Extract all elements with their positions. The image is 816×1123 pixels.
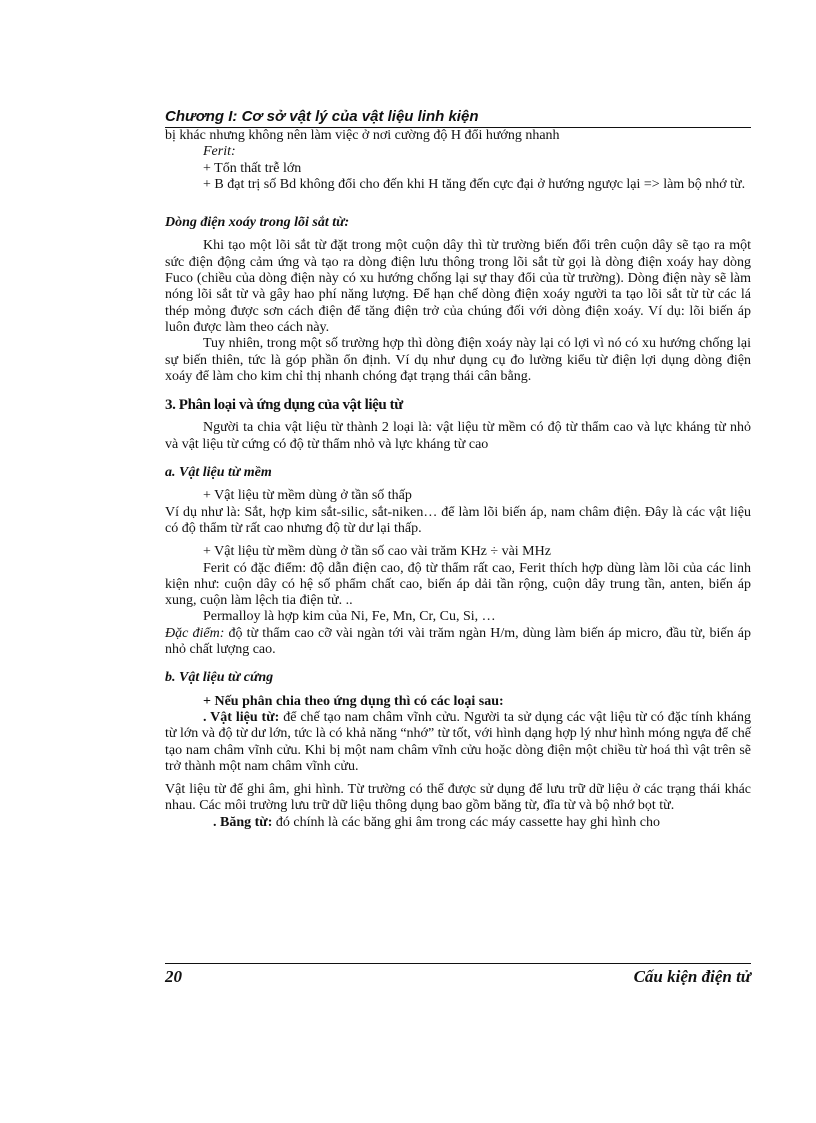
- soft-item-2: + Vật liệu từ mềm dùng ở tần số cao vài trăm KHz ÷ vài MHz: [203, 544, 551, 560]
- eddy-paragraph-1: Khi tạo một lõi sắt từ đặt trong một cuộn dây thì từ trường biến đổi trên cuộn dây sẽ tạo ra một sức điện động cảm ứng và tạo ra dòng điện lưu thông trong lõi sắt từ gọi là dòng điện xoáy hay dòng Fuco (chiều của dòng điện này có xu hướng chống lại sự thay đổi của từ trường). Dòng điện này sẽ làm nóng lõi sắt từ và gây hao phí năng lượng. Để hạn chế dòng điện xoáy người ta tạo lõi sắt từ từ các lá thép mỏng được sơn cách điện để tăng điện trở của chúng đối với dòng điện xoáy. Ví dụ: lõi biến áp luôn được làm theo cách này.: [165, 238, 751, 335]
- eddy-paragraph-2: Tuy nhiên, trong một số trường hợp thì dòng điện xoáy này lại có lợi vì nó có xu hướng chống lại sự biến thiên, tức là góp phần ổn định. Ví dụ như dụng cụ đo lường kiểu từ điện lợi dụng dòng điện xoáy để làm cho kim chỉ thị nhanh chóng đạt trạng thái cân bằng.: [165, 336, 751, 384]
- tape-text: đó chính là các băng ghi âm trong các máy cassette hay ghi hình cho: [272, 814, 660, 830]
- feature-paragraph: [165, 626, 751, 659]
- hard-item-1-text: để chế tạo nam châm vĩnh cửu. Người ta sử dụng các vật liệu từ có đặc tính kháng từ lớn và độ từ dư lớn, tức là có khả năng “nhớ” từ tốt, với hình dạng hợp lý như hình móng ngựa để chế tạo nam châm vĩnh cửu. Khi bị một nam châm vĩnh cửu hoặc dòng điện một chiều từ hoá thì vật trên sẽ trở thành một nam châm vĩnh cửu.: [165, 709, 752, 774]
- page-number: 20: [165, 967, 182, 986]
- paragraph: bị khác nhưng không nên làm việc ở nơi cường độ H đổi hướng nhanh: [165, 128, 560, 143]
- soft-magnetic-heading: a. Vật liệu từ mềm: [165, 465, 272, 481]
- hard-classify: + Nếu phân chia theo ứng dụng thì có các loại sau:: [203, 693, 504, 709]
- tape-label: . Băng từ:: [213, 814, 273, 830]
- page-content: [165, 108, 751, 831]
- hard-magnetic-heading: b. Vật liệu từ cứng: [165, 670, 274, 686]
- feature-label: Đặc điểm:: [165, 625, 225, 641]
- ferit-label: Ferit:: [203, 144, 236, 160]
- section-3-paragraph: Người ta chia vật liệu từ thành 2 loại là: vật liệu từ mềm có độ từ thẩm cao và lực kháng từ nhỏ và vật liệu từ cứng có độ từ thẩm nhỏ và lực kháng từ cao: [165, 420, 751, 452]
- eddy-current-heading: Dòng điện xoáy trong lõi sắt từ:: [165, 215, 350, 231]
- soft-item-1-example: Ví dụ như là: Sắt, hợp kim sắt-silic, sắt-niken… để làm lõi biến áp, nam châm điện. Đây là các vật liệu có độ thẩm từ rất cao nhưng độ từ dư lại thấp.: [165, 504, 751, 536]
- permalloy-line: Permalloy là hợp kim của Ni, Fe, Mn, Cr, Cu, Si, …: [203, 609, 496, 625]
- ferit-item-2: + B đạt trị số Bd không đổi cho đến khi H tăng đến cực đại ở hướng ngược lại => làm bộ nhớ từ.: [203, 176, 746, 192]
- section-3-heading: 3. Phân loại và ứng dụng của vật liệu từ: [165, 397, 403, 414]
- soft-item-2-ferit: Ferit có đặc điểm: độ dẫn điện cao, độ từ thẩm rất cao, Ferit thích hợp dùng làm lõi của các linh kiện như: cuộn dây có hệ số phẩm chất cao, biến áp dải tần rộng, cuộn dây trung tần, anten, biến áp xung, cuộn làm lệch tia điện tử. ..: [165, 560, 751, 609]
- ferit-item-1: + Tổn thất trễ lớn: [203, 160, 302, 176]
- page-footer: [165, 963, 751, 987]
- hard-item-1: [165, 710, 751, 775]
- hard-item-1-label: . Vật liệu từ:: [203, 709, 280, 725]
- book-title: Cấu kiện điện tử: [633, 967, 751, 986]
- body-text: [165, 128, 751, 831]
- hard-item-2: Vật liệu từ để ghi âm, ghi hình. Từ trường có thể được sử dụng để lưu trữ dữ liệu ở các trạng thái khác nhau. Các môi trường lưu trữ dữ liệu thông dụng bao gồm băng từ, đĩa từ và bộ nhớ bọt từ.: [165, 782, 751, 814]
- chapter-header: Chương I: Cơ sở vật lý của vật liệu linh kiện: [165, 108, 751, 128]
- feature-text: độ từ thẩm cao cỡ vài ngàn tới vài trăm ngàn H/m, dùng làm biến áp micro, đầu từ, biến áp nhỏ chất lượng cao.: [165, 625, 751, 658]
- soft-item-1: + Vật liệu từ mềm dùng ở tần số thấp: [203, 488, 412, 504]
- tape-item: [165, 815, 751, 831]
